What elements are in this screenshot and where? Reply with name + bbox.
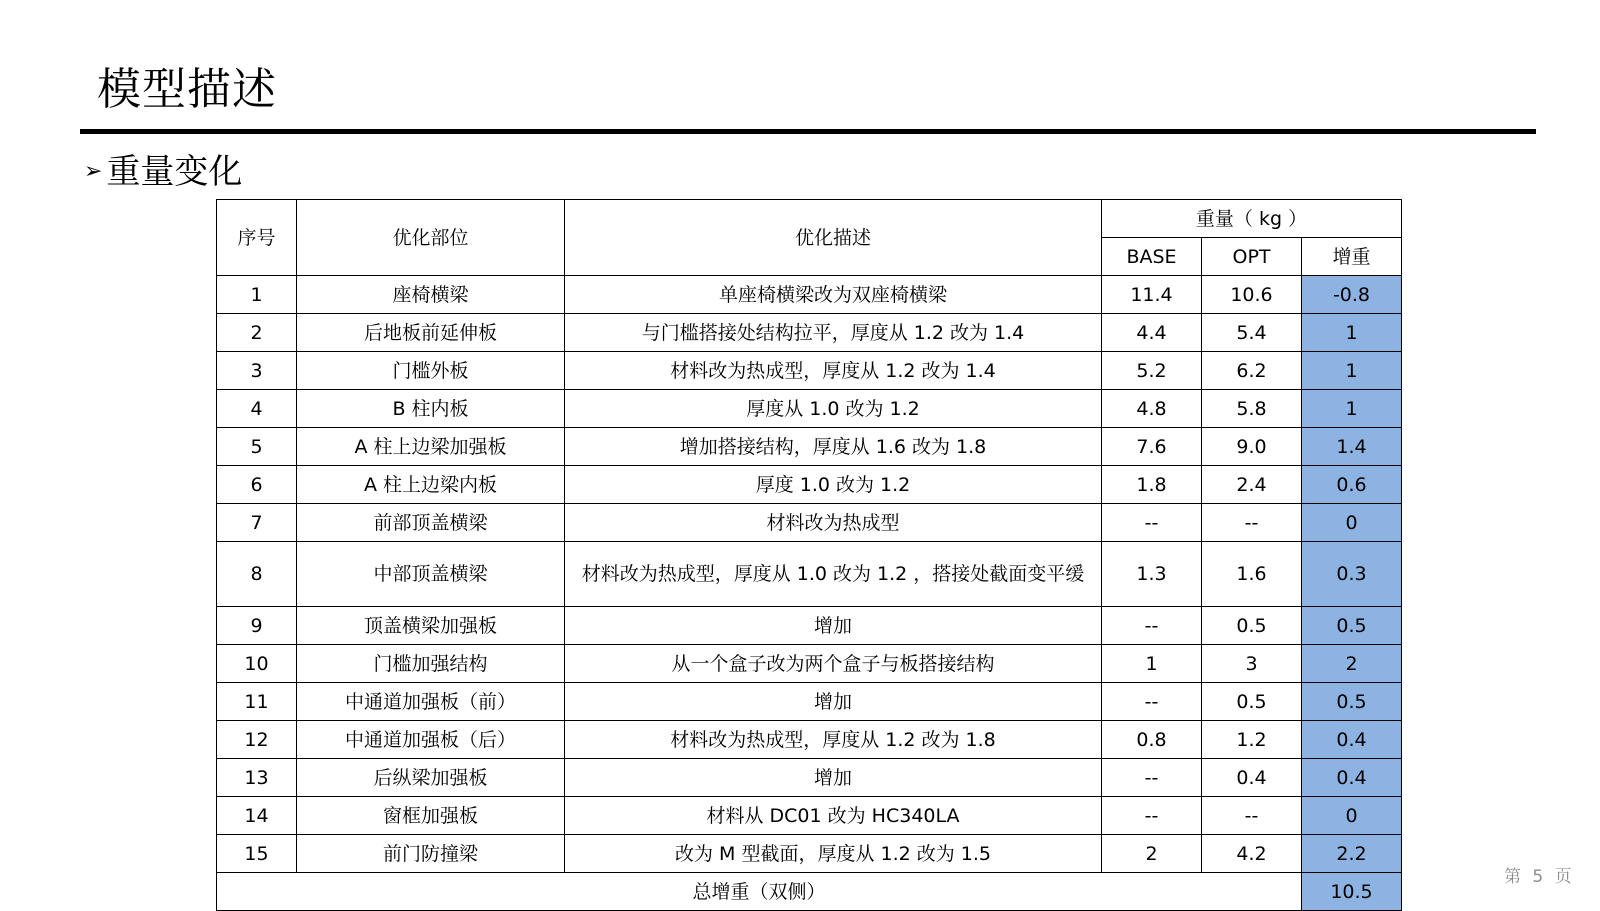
cell-index: 6 [217, 466, 297, 504]
cell-increase: 0 [1302, 797, 1402, 835]
cell-base: 1 [1102, 645, 1202, 683]
cell-base: 1.3 [1102, 542, 1202, 607]
header-increase: 增重 [1302, 238, 1402, 276]
cell-index: 13 [217, 759, 297, 797]
cell-increase: 0.6 [1302, 466, 1402, 504]
header-index: 序号 [217, 200, 297, 276]
cell-part: 前门防撞梁 [297, 835, 565, 873]
cell-base: -- [1102, 683, 1202, 721]
cell-part: A 柱上边梁加强板 [297, 428, 565, 466]
total-row [217, 873, 1402, 911]
cell-description: 材料改为热成型 [565, 504, 1102, 542]
cell-description: 单座椅横梁改为双座椅横梁 [565, 276, 1102, 314]
cell-index: 4 [217, 390, 297, 428]
cell-opt: 1.6 [1202, 542, 1302, 607]
cell-increase: 1 [1302, 314, 1402, 352]
cell-base: 0.8 [1102, 721, 1202, 759]
total-value: 10.5 [1302, 873, 1402, 911]
page-number: 第 5 页 [1504, 867, 1575, 887]
cell-part: 中通道加强板（前） [297, 683, 565, 721]
cell-base: 5.2 [1102, 352, 1202, 390]
cell-increase: 0.5 [1302, 683, 1402, 721]
cell-base: -- [1102, 759, 1202, 797]
weight-change-table [216, 199, 1402, 911]
cell-index: 14 [217, 797, 297, 835]
cell-base: -- [1102, 797, 1202, 835]
cell-increase: 0.5 [1302, 607, 1402, 645]
cell-opt: 5.4 [1202, 314, 1302, 352]
table-row [217, 314, 1402, 352]
cell-description: 增加 [565, 759, 1102, 797]
cell-part: 门槛外板 [297, 352, 565, 390]
cell-part: 顶盖横梁加强板 [297, 607, 565, 645]
header-weight-group: 重量（ kg ） [1102, 200, 1402, 238]
table-row [217, 721, 1402, 759]
cell-base: 4.8 [1102, 390, 1202, 428]
cell-base: 11.4 [1102, 276, 1202, 314]
header-part: 优化部位 [297, 200, 565, 276]
cell-opt: 4.2 [1202, 835, 1302, 873]
cell-description: 材料改为热成型，厚度从 1.2 改为 1.4 [565, 352, 1102, 390]
cell-increase: 1.4 [1302, 428, 1402, 466]
cell-part: 前部顶盖横梁 [297, 504, 565, 542]
section-label: 重量变化 [106, 152, 243, 192]
cell-base: 4.4 [1102, 314, 1202, 352]
cell-increase: 0.4 [1302, 721, 1402, 759]
cell-index: 3 [217, 352, 297, 390]
cell-increase: -0.8 [1302, 276, 1402, 314]
section-heading [84, 152, 242, 192]
header-opt: OPT [1202, 238, 1302, 276]
cell-increase: 2.2 [1302, 835, 1402, 873]
cell-part: A 柱上边梁内板 [297, 466, 565, 504]
cell-opt: 5.8 [1202, 390, 1302, 428]
cell-part: 后纵梁加强板 [297, 759, 565, 797]
cell-increase: 0.3 [1302, 542, 1402, 607]
cell-opt: 10.6 [1202, 276, 1302, 314]
table-row [217, 504, 1402, 542]
table-row [217, 428, 1402, 466]
cell-part: 后地板前延伸板 [297, 314, 565, 352]
cell-index: 10 [217, 645, 297, 683]
cell-base: 1.8 [1102, 466, 1202, 504]
total-label: 总增重（双侧） [217, 873, 1302, 911]
cell-description: 从一个盒子改为两个盒子与板搭接结构 [565, 645, 1102, 683]
cell-base: 2 [1102, 835, 1202, 873]
cell-index: 2 [217, 314, 297, 352]
cell-opt: 0.4 [1202, 759, 1302, 797]
cell-index: 1 [217, 276, 297, 314]
cell-opt: 0.5 [1202, 607, 1302, 645]
cell-description: 材料从 DC01 改为 HC340LA [565, 797, 1102, 835]
cell-description: 厚度 1.0 改为 1.2 [565, 466, 1102, 504]
table-row [217, 276, 1402, 314]
cell-opt: 9.0 [1202, 428, 1302, 466]
cell-part: 门槛加强结构 [297, 645, 565, 683]
table-row [217, 466, 1402, 504]
table-row [217, 390, 1402, 428]
table-row [217, 797, 1402, 835]
cell-increase: 2 [1302, 645, 1402, 683]
cell-part: 中部顶盖横梁 [297, 542, 565, 607]
cell-index: 12 [217, 721, 297, 759]
cell-opt: -- [1202, 504, 1302, 542]
cell-description: 材料改为热成型，厚度从 1.2 改为 1.8 [565, 721, 1102, 759]
cell-opt: 3 [1202, 645, 1302, 683]
cell-part: 座椅横梁 [297, 276, 565, 314]
cell-description: 增加搭接结构，厚度从 1.6 改为 1.8 [565, 428, 1102, 466]
table-body [217, 276, 1402, 873]
cell-increase: 0 [1302, 504, 1402, 542]
cell-part: B 柱内板 [297, 390, 565, 428]
header-base: BASE [1102, 238, 1202, 276]
slide-title: 模型描述 [97, 64, 277, 115]
cell-part: 窗框加强板 [297, 797, 565, 835]
cell-description: 厚度从 1.0 改为 1.2 [565, 390, 1102, 428]
cell-index: 15 [217, 835, 297, 873]
cell-description: 与门槛搭接处结构拉平，厚度从 1.2 改为 1.4 [565, 314, 1102, 352]
cell-increase: 1 [1302, 352, 1402, 390]
cell-increase: 1 [1302, 390, 1402, 428]
table-row [217, 759, 1402, 797]
table-row [217, 352, 1402, 390]
table-row [217, 835, 1402, 873]
table-row [217, 645, 1402, 683]
cell-opt: 2.4 [1202, 466, 1302, 504]
cell-base: -- [1102, 504, 1202, 542]
cell-base: 7.6 [1102, 428, 1202, 466]
cell-part: 中通道加强板（后） [297, 721, 565, 759]
header-description: 优化描述 [565, 200, 1102, 276]
cell-index: 7 [217, 504, 297, 542]
table-row [217, 607, 1402, 645]
arrow-bullet-icon: ➢ [84, 159, 103, 184]
cell-index: 9 [217, 607, 297, 645]
cell-description: 材料改为热成型，厚度从 1.0 改为 1.2 ，搭接处截面变平缓 [565, 542, 1102, 607]
cell-index: 5 [217, 428, 297, 466]
cell-description: 改为 M 型截面，厚度从 1.2 改为 1.5 [565, 835, 1102, 873]
cell-opt: 0.5 [1202, 683, 1302, 721]
cell-base: -- [1102, 607, 1202, 645]
cell-description: 增加 [565, 683, 1102, 721]
title-divider [80, 129, 1536, 134]
cell-index: 11 [217, 683, 297, 721]
cell-opt: 6.2 [1202, 352, 1302, 390]
cell-increase: 0.4 [1302, 759, 1402, 797]
cell-index: 8 [217, 542, 297, 607]
table-row [217, 542, 1402, 607]
cell-opt: 1.2 [1202, 721, 1302, 759]
cell-description: 增加 [565, 607, 1102, 645]
cell-opt: -- [1202, 797, 1302, 835]
table-row [217, 683, 1402, 721]
